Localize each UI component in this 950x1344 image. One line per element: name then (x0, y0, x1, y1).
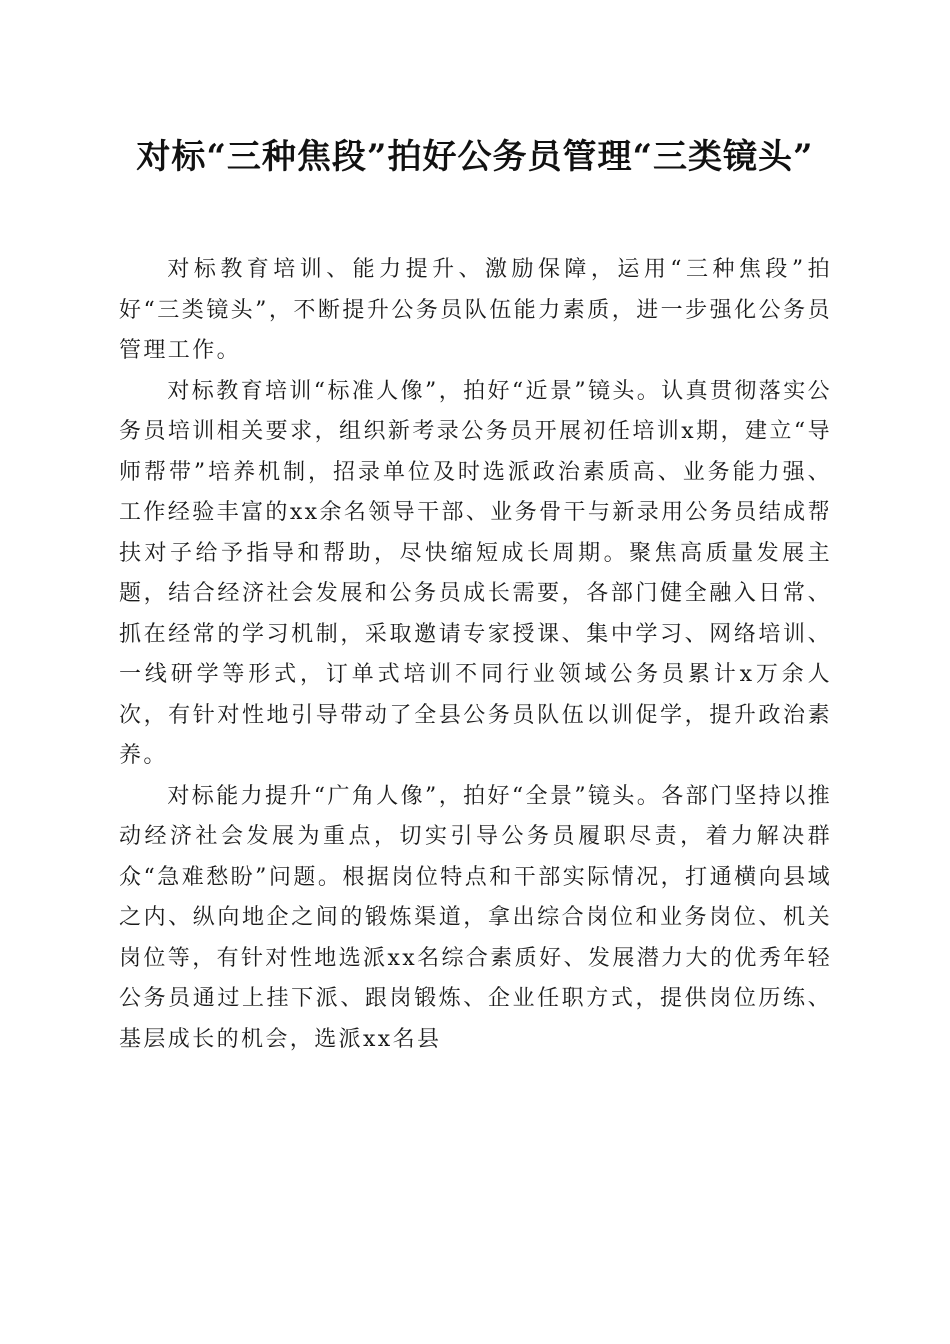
document-title: 对标“三种焦段”拍好公务员管理“三类镜头” (136, 137, 814, 177)
paragraph-education-training: 对标教育培训“标准人像”，拍好“近景”镜头。认真贯彻落实公务员培训相关要求，组织新考录公务员开展初任培训x期，建立“导师帮带”培养机制，招录单位及时选派政治素质高、业务能力强、工作经验丰富的xx余名领导干部、业务骨干与新录用公务员结成帮扶对子给予指导和帮助，尽快缩短成长周期。聚焦高质量发展主题，结合经济社会发展和公务员成长需要，各部门健全融入日常、抓在经常的学习机制，采取邀请专家授课、集中学习、网络培训、一线研学等形式，订单式培训不同行业领域公务员累计x万余人次，有针对性地引导带动了全县公务员队伍以训促学，提升政治素养。 (119, 378, 833, 768)
paragraph-intro: 对标教育培训、能力提升、激励保障，运用“三种焦段”拍好“三类镜头”，不断提升公务员队伍能力素质，进一步强化公务员管理工作。 (119, 257, 832, 363)
paragraph-ability-improvement: 对标能力提升“广角人像”，拍好“全景”镜头。各部门坚持以推动经济社会发展为重点，切实引导公务员履职尽责，着力解决群众“急难愁盼”问题。根据岗位特点和干部实际情况，打通横向县域之内、纵向地企之间的锻炼渠道，拿出综合岗位和业务岗位、机关岗位等，有针对性地选派xx名综合素质好、发展潜力大的优秀年轻公务员通过上挂下派、跟岗锻炼、企业任职方式，提供岗位历练、基层成长的机会，选派xx名县 (119, 783, 832, 1052)
document-body (119, 250, 832, 1060)
